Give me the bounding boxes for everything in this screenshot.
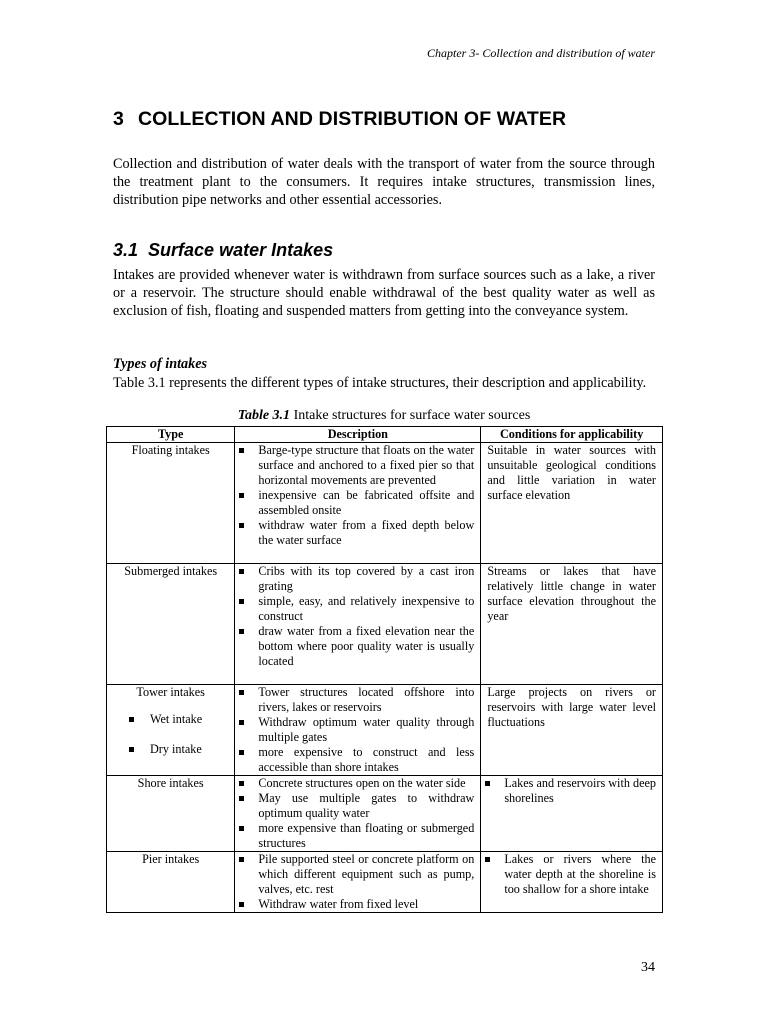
subtype-item: Dry intake [112,742,229,757]
conditions-bullet: Lakes or rivers where the water depth at the shoreline is too shallow for a shore intake [481,852,656,897]
column-header-conditions: Conditions for applicability [481,427,663,443]
description-bullet: more expensive to construct and less accessible than shore intakes [235,745,474,775]
table-intro-paragraph: Table 3.1 represents the different types of intake structures, their description and applicability. [113,375,647,391]
description-bullet: Concrete structures open on the water side [235,776,474,791]
chapter-title [113,108,566,131]
description-cell [235,443,481,564]
conditions-cell: Suitable in water sources with unsuitable geological conditions and little variation in water surface elevation [481,443,663,564]
table-caption-text: Intake structures for surface water sources [290,408,531,423]
description-bullet: simple, easy, and relatively inexpensive to construct [235,594,474,624]
table-row [107,776,663,852]
description-bullet: more expensive than floating or submerged structures [235,821,474,851]
conditions-cell: Large projects on rivers or reservoirs with large water level fluctuations [481,685,663,776]
column-header-description: Description [235,427,481,443]
table-header-row [107,427,663,443]
column-header-type: Type [107,427,235,443]
description-cell [235,852,481,913]
description-bullet: inexpensive can be fabricated offsite and assembled onsite [235,488,474,518]
section-title-text: Surface water Intakes [148,240,334,260]
conditions-cell: Streams or lakes that have relatively little change in water surface elevation throughout the year [481,564,663,685]
description-bullet: Withdraw water from fixed level [235,897,474,912]
type-cell: Floating intakes [107,443,235,564]
description-bullet: draw water from a fixed elevation near the bottom where poor quality water is usually located [235,624,474,669]
description-cell [235,776,481,852]
description-cell [235,685,481,776]
running-header: Chapter 3- Collection and distribution of water [427,46,655,60]
section-number: 3.1 [113,240,139,260]
description-bullet: Barge-type structure that floats on the water surface and anchored to a fixed pier so that horizontal movements are prevented [235,443,474,488]
description-bullet: Withdraw optimum water quality through multiple gates [235,715,474,745]
table-caption-label: Table 3.1 [237,408,291,423]
page-number: 34 [641,960,655,975]
conditions-bullet: Lakes and reservoirs with deep shorelines [481,776,656,806]
conditions-cell [481,852,663,913]
description-cell [235,564,481,685]
subheading: Types of intakes [113,356,208,372]
type-cell: Submerged intakes [107,564,235,685]
table-caption [0,408,768,424]
description-bullet: May use multiple gates to withdraw optimum quality water [235,791,474,821]
section-title [113,240,333,261]
type-cell: Pier intakes [107,852,235,913]
description-bullet: Tower structures located offshore into rivers, lakes or reservoirs [235,685,474,715]
subtype-item: Wet intake [112,712,229,727]
conditions-cell [481,776,663,852]
description-bullet: Pile supported steel or concrete platform on which different equipment such as pump, valves, etc. rest [235,852,474,897]
chapter-title-text: COLLECTION AND DISTRIBUTION OF WATER [137,108,567,130]
tower-subtype-list [112,712,229,757]
type-cell: Shore intakes [107,776,235,852]
description-bullet: withdraw water from a fixed depth below the water surface [235,518,474,548]
description-bullet: Cribs with its top covered by a cast iron grating [235,564,474,594]
chapter-number: 3 [113,108,124,130]
type-cell [107,685,235,776]
intake-table [106,426,663,913]
table-row [107,685,663,776]
table-row [107,852,663,913]
intakes-paragraph: Intakes are provided whenever water is withdrawn from surface sources such as a lake, a river or a reservoir. The structure should enable withdrawal of the best quality water as well as exclusion of fish, floating and suspended matters from getting into the conveyance system. [113,267,655,319]
type-name: Tower intakes [136,685,205,699]
intro-paragraph: Collection and distribution of water deals with the transport of water from the source through the treatment plant to the consumers. It requires intake structures, transmission lines, distribution pipe networks and other essential accessories. [113,156,655,208]
table-row [107,564,663,685]
table-row [107,443,663,564]
